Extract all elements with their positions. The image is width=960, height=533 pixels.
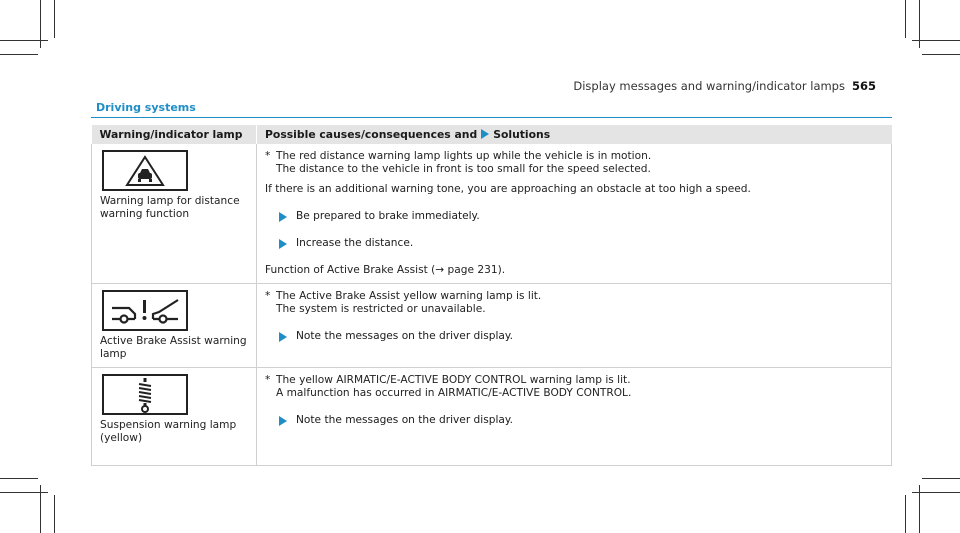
cause-text: The system is restricted or unavailable.: [276, 303, 486, 315]
cause-text: The distance to the vehicle in front is too small for the speed selected.: [276, 163, 651, 175]
solution-cell: [257, 284, 892, 368]
page-number: 565: [851, 79, 876, 93]
solution-step: [279, 330, 883, 343]
reference-text: Function of Active Brake Assist (→ page 231).: [265, 264, 506, 276]
table-row: [92, 144, 892, 284]
crop-mark: [0, 492, 48, 493]
step-arrow-icon: [279, 239, 287, 249]
solution-step: [279, 237, 883, 250]
crop-mark: [0, 478, 38, 479]
step-arrow-icon: [279, 212, 287, 222]
crop-mark: [54, 0, 55, 38]
footnote-star: *: [265, 374, 271, 386]
lamp-cell: [92, 284, 257, 368]
active-brake-assist-icon: [102, 290, 188, 331]
footnote-star: *: [265, 150, 271, 162]
cause-text: The red distance warning lamp lights up while the vehicle is in motion.: [276, 150, 652, 162]
step-text: Be prepared to brake immediately.: [296, 210, 480, 222]
solution-cell: [257, 368, 892, 466]
cause-block: [265, 150, 883, 176]
footnote-star: *: [265, 290, 271, 302]
crop-mark: [905, 495, 906, 533]
distance-warning-icon: [102, 150, 188, 191]
extra-text: If there is an additional warning tone, you are approaching an obstacle at too high a speed.: [265, 183, 751, 195]
section-rule: [91, 117, 892, 118]
cause-block: [265, 290, 883, 316]
crop-mark: [905, 0, 906, 38]
col-causes-header: [257, 125, 892, 144]
col-causes-text: Possible causes/consequences and: [265, 128, 478, 141]
warning-lamp-table: [91, 125, 892, 466]
solution-arrow-icon: [481, 129, 489, 139]
table-row: [92, 284, 892, 368]
crop-mark: [54, 495, 55, 533]
solution-step: [279, 210, 883, 223]
lamp-cell: [92, 368, 257, 466]
step-arrow-icon: [279, 332, 287, 342]
step-text: Note the messages on the driver display.: [296, 330, 514, 342]
step-text: Increase the distance.: [296, 237, 414, 249]
crop-mark: [912, 492, 960, 493]
lamp-cell: [92, 144, 257, 284]
table-header-row: [92, 125, 892, 144]
cause-text: The Active Brake Assist yellow warning lamp is lit.: [276, 290, 542, 302]
solution-cell: [257, 144, 892, 284]
running-title: Display messages and warning/indicator lamps: [573, 79, 845, 93]
lamp-label: Warning lamp for distance warning function: [100, 195, 240, 220]
crop-mark: [912, 40, 960, 41]
cause-block: [265, 374, 883, 400]
crop-mark: [0, 54, 38, 55]
table-row: [92, 368, 892, 466]
lamp-label: Active Brake Assist warning lamp: [100, 335, 247, 360]
step-text: Note the messages on the driver display.: [296, 414, 514, 426]
step-arrow-icon: [279, 416, 287, 426]
running-head: [573, 79, 876, 93]
col-lamp-header: Warning/indicator lamp: [92, 125, 257, 144]
cause-text: A malfunction has occurred in AIRMATIC/E-ACTIVE BODY CONTROL.: [276, 387, 632, 399]
cause-text: The yellow AIRMATIC/E-ACTIVE BODY CONTROL warning lamp is lit.: [276, 374, 631, 386]
lamp-label: Suspension warning lamp (yellow): [100, 419, 237, 444]
col-solutions-text: Solutions: [493, 128, 551, 141]
crop-mark: [922, 478, 960, 479]
suspension-icon: [102, 374, 188, 415]
solution-step: [279, 414, 883, 427]
section-title: Driving systems: [96, 101, 196, 114]
crop-mark: [0, 40, 48, 41]
crop-mark: [922, 54, 960, 55]
